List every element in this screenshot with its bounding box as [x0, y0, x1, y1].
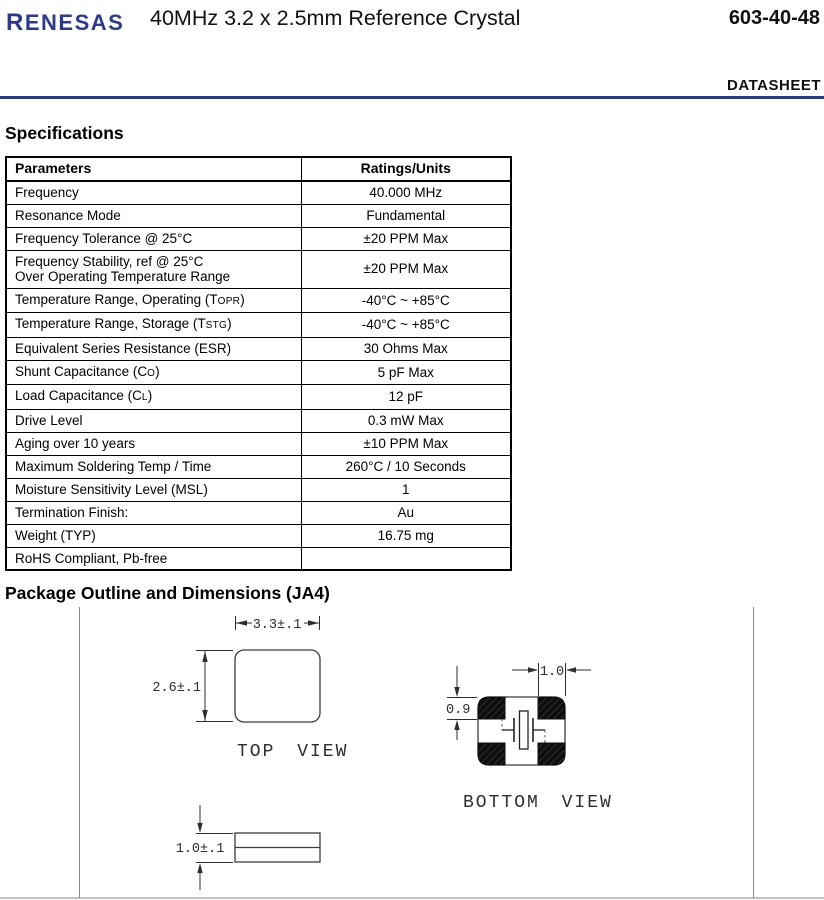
table-row: [6, 385, 511, 410]
rating-cell: 12 pF: [301, 385, 511, 410]
bottom-view-label: BOTTOM VIEW: [463, 793, 613, 813]
spec-table: [5, 156, 512, 571]
parameter-cell: Moisture Sensitivity Level (MSL): [6, 478, 301, 501]
parameter-cell: Resonance Mode: [6, 204, 301, 227]
rating-cell: 0.3 mW Max: [301, 409, 511, 432]
table-row: [6, 478, 511, 501]
column-header-parameters: Parameters: [6, 157, 301, 181]
side-view-drawing: [176, 805, 320, 890]
specifications-heading: Specifications: [5, 123, 124, 143]
rating-cell: Au: [301, 501, 511, 524]
table-row: [6, 250, 511, 288]
drawing-frame: [0, 607, 824, 898]
side-view-thickness-dim: 1.0±.1: [175, 842, 225, 857]
parameter-cell: RoHS Compliant, Pb-free: [6, 547, 301, 570]
package-outline-drawing: [0, 600, 824, 900]
rating-cell: ±10 PPM Max: [301, 432, 511, 455]
parameter-cell: Frequency: [6, 181, 301, 204]
pad-width-dim: 1.0: [539, 665, 565, 680]
top-view-width-dim: 3.3±.1: [252, 618, 302, 633]
parameter-cell: Aging over 10 years: [6, 432, 301, 455]
table-row: [6, 337, 511, 360]
table-row: [6, 501, 511, 524]
page-title: 40MHz 3.2 x 2.5mm Reference Crystal: [150, 6, 521, 30]
table-row: [6, 227, 511, 250]
top-view-drawing: [152, 616, 348, 763]
rating-cell: 30 Ohms Max: [301, 337, 511, 360]
parameter-cell: Load Capacitance (CL): [6, 385, 301, 410]
parameter-cell: Frequency Tolerance @ 25°C: [6, 227, 301, 250]
rating-cell: -40°C ~ +85°C: [301, 288, 511, 313]
table-row: [6, 524, 511, 547]
top-view-label: TOP VIEW: [237, 742, 349, 762]
parameter-cell: Equivalent Series Resistance (ESR): [6, 337, 301, 360]
table-header-row: [6, 157, 511, 181]
parameter-cell: Weight (TYP): [6, 524, 301, 547]
parameter-cell: Maximum Soldering Temp / Time: [6, 455, 301, 478]
parameter-cell: Frequency Stability, ref @ 25°C Over Operating Temperature Range: [6, 250, 301, 288]
table-row: [6, 432, 511, 455]
table-row: [6, 360, 511, 385]
parameter-cell: Temperature Range, Storage (TSTG): [6, 313, 301, 338]
spec-table-container: [5, 156, 512, 571]
bottom-view-drawing: [446, 663, 613, 813]
pad-height-dim: 0.9: [446, 703, 471, 718]
rating-cell: 40.000 MHz: [301, 181, 511, 204]
top-view-body: [235, 650, 320, 722]
top-view-height-dim: 2.6±.1: [152, 681, 201, 696]
table-row: [6, 288, 511, 313]
parameter-cell: Shunt Capacitance (CO): [6, 360, 301, 385]
renesas-logo: RENESAS: [6, 9, 125, 36]
table-row: [6, 181, 511, 204]
table-row: [6, 409, 511, 432]
parameter-cell: Drive Level: [6, 409, 301, 432]
package-heading: Package Outline and Dimensions (JA4): [5, 583, 330, 603]
rating-cell: ±20 PPM Max: [301, 250, 511, 288]
datasheet-label: DATASHEET: [727, 77, 821, 94]
header-rule: [0, 96, 824, 99]
rating-cell: 260°C / 10 Seconds: [301, 455, 511, 478]
table-row: [6, 313, 511, 338]
table-row: [6, 547, 511, 570]
rating-cell: Fundamental: [301, 204, 511, 227]
spec-table-body: [6, 181, 511, 570]
parameter-cell: Temperature Range, Operating (TOPR): [6, 288, 301, 313]
part-number: 603-40-48: [728, 7, 820, 29]
column-header-ratings: Ratings/Units: [301, 157, 511, 181]
table-row: [6, 204, 511, 227]
table-row: [6, 455, 511, 478]
rating-cell: 16.75 mg: [301, 524, 511, 547]
rating-cell: -40°C ~ +85°C: [301, 313, 511, 338]
parameter-cell: Termination Finish:: [6, 501, 301, 524]
rating-cell: [301, 547, 511, 570]
rating-cell: ±20 PPM Max: [301, 227, 511, 250]
rating-cell: 1: [301, 478, 511, 501]
rating-cell: 5 pF Max: [301, 360, 511, 385]
